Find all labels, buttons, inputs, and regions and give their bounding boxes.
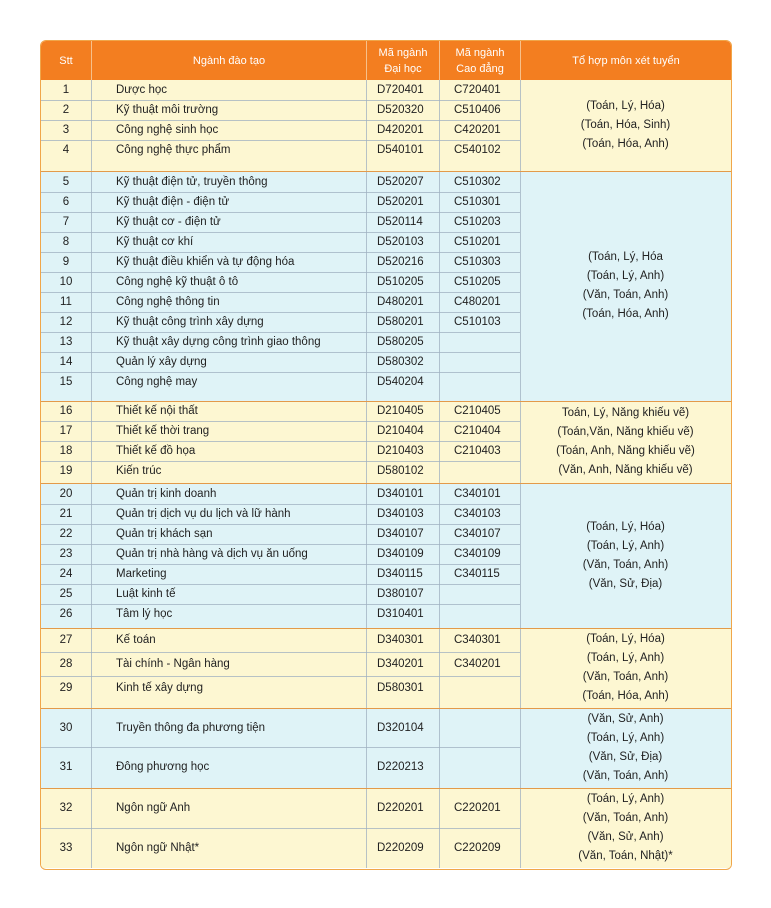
subject-combo: (Toán, Anh, Năng khiếu vẽ) (556, 445, 695, 457)
subject-combo: (Toán, Lý, Hóa) (586, 633, 665, 645)
table-row (41, 212, 520, 232)
cell-code-college: C340109 (454, 548, 501, 560)
cell-code-college: C210405 (454, 405, 501, 417)
table-row (41, 332, 520, 352)
cell-code-college: C510303 (454, 256, 501, 268)
subject-combos (520, 788, 731, 868)
admissions-table (40, 40, 732, 870)
subject-combo: (Văn, Toán, Anh) (582, 812, 669, 824)
cell-code-university: D520207 (377, 175, 424, 188)
cell-stt: 18 (59, 445, 73, 457)
table-row (41, 140, 520, 160)
header-code-university (367, 41, 439, 80)
cell-code-university: D340301 (377, 634, 424, 646)
table-row (41, 461, 520, 481)
cell-stt: 32 (59, 802, 73, 814)
cell-code-university: D220213 (377, 761, 424, 773)
cell-stt: 9 (62, 256, 70, 268)
table-row (41, 584, 520, 604)
table-row (41, 564, 520, 584)
row-group (41, 171, 731, 401)
header-code-university-line1: Mã ngành (378, 46, 428, 59)
table-row (41, 352, 520, 372)
cell-stt: 8 (62, 236, 70, 248)
cell-major: Kỹ thuật xây dựng công trình giao thông (116, 336, 321, 348)
cell-stt: 21 (59, 508, 73, 520)
table-row (41, 676, 520, 700)
cell-major: Tài chính - Ngân hàng (116, 658, 230, 670)
table-row (41, 747, 520, 787)
cell-major: Quản trị dịch vụ du lịch và lữ hành (116, 508, 291, 520)
cell-major: Luật kinh tế (116, 588, 176, 600)
cell-code-university: D520320 (377, 104, 424, 116)
table-row (41, 401, 520, 421)
cell-code-college: C210404 (454, 425, 501, 437)
header-subject-combos: Tổ hợp môn xét tuyển (572, 54, 680, 67)
subject-combo: (Văn, Anh, Năng khiếu vẽ) (558, 464, 693, 476)
row-group (41, 788, 731, 868)
subject-combo: (Văn, Toán, Anh) (582, 770, 669, 782)
table-row (41, 652, 520, 676)
table-row (41, 604, 520, 624)
cell-major: Công nghệ thực phẩm (116, 144, 231, 156)
table-row (41, 192, 520, 212)
cell-code-university: D340109 (377, 548, 424, 560)
subject-combo: (Toán, Lý, Hóa (588, 251, 663, 263)
cell-code-university: D580301 (377, 682, 424, 694)
cell-stt: 4 (62, 144, 70, 156)
cell-code-university: D510205 (377, 276, 424, 288)
cell-stt: 20 (59, 487, 73, 500)
cell-major: Kỹ thuật công trình xây dựng (116, 316, 264, 328)
cell-code-college: C510203 (454, 216, 501, 228)
cell-major: Kỹ thuật môi trường (116, 104, 219, 116)
cell-code-college (454, 372, 520, 392)
cell-code-university: D340101 (377, 487, 424, 500)
cell-code-college (454, 676, 520, 700)
cell-major: Dược học (116, 84, 168, 96)
table-row (41, 80, 520, 100)
header-stt: Stt (59, 54, 73, 67)
subject-combos (520, 483, 731, 628)
cell-code-university: D520103 (377, 236, 424, 248)
header-major: Ngành đào tạo (192, 54, 266, 67)
subject-combos (520, 708, 731, 788)
cell-code-college: C340115 (454, 568, 500, 580)
cell-major: Kỹ thuật điện tử, truyền thông (116, 175, 268, 188)
cell-code-college (454, 352, 520, 372)
cell-code-college: C210403 (454, 445, 501, 457)
table-row (41, 171, 520, 192)
table-row (41, 544, 520, 564)
cell-code-college (454, 708, 520, 747)
cell-code-university: D380107 (377, 588, 424, 600)
cell-major: Công nghệ sinh học (116, 124, 219, 136)
subject-combo: (Văn, Sử, Anh) (587, 713, 664, 725)
cell-code-university: D220209 (377, 842, 424, 854)
cell-stt: 6 (62, 196, 70, 208)
cell-major: Quản trị khách sạn (116, 528, 213, 540)
table-row (41, 708, 520, 747)
cell-stt: 1 (62, 84, 70, 96)
cell-code-college: C340301 (454, 634, 501, 646)
subject-combo: (Toán, Hóa, Anh) (582, 138, 669, 150)
cell-code-university: D580302 (377, 356, 424, 368)
subject-combo: (Văn, Sử, Địa) (588, 577, 663, 590)
cell-code-university: D320104 (377, 721, 424, 734)
cell-major: Kinh tế xây dựng (116, 682, 203, 694)
row-group (41, 80, 731, 171)
subject-combo: (Toán, Lý, Anh) (586, 793, 665, 805)
cell-major: Đông phương học (116, 761, 210, 773)
subject-combo: (Toán, Lý, Hóa) (586, 520, 665, 533)
cell-stt: 10 (59, 276, 73, 288)
cell-stt: 28 (59, 658, 73, 670)
cell-stt: 22 (59, 528, 73, 540)
cell-major: Ngôn ngữ Anh (116, 802, 191, 814)
cell-code-college: C220201 (454, 802, 501, 814)
cell-code-college: C340103 (454, 508, 501, 520)
cell-major: Truyền thông đa phương tiện (116, 721, 266, 734)
cell-code-university: D520216 (377, 256, 424, 268)
subject-combo: (Toán, Lý, Anh) (586, 539, 665, 552)
cell-stt: 15 (59, 376, 73, 388)
cell-code-university: D210405 (377, 405, 424, 417)
subject-combo: (Toán, Hóa, Anh) (582, 308, 669, 320)
cell-major: Ngôn ngữ Nhật* (116, 842, 200, 854)
subject-combo: (Toán, Lý, Anh) (586, 270, 665, 282)
header-code-college (440, 41, 520, 80)
cell-code-university: D340201 (377, 658, 424, 670)
subject-combos (520, 401, 731, 483)
cell-major: Thiết kế nội thất (116, 405, 198, 417)
cell-code-university: D520114 (377, 216, 423, 228)
cell-stt: 29 (59, 682, 73, 694)
subject-combos (520, 80, 731, 171)
cell-major: Công nghệ may (116, 376, 198, 388)
cell-stt: 5 (62, 175, 70, 188)
cell-stt: 27 (59, 634, 73, 646)
table-row (41, 483, 520, 504)
cell-stt: 16 (59, 405, 73, 417)
cell-major: Thiết kế đồ họa (116, 445, 196, 457)
cell-code-university: D210404 (377, 425, 424, 437)
row-group (41, 708, 731, 788)
cell-code-college (454, 461, 520, 481)
subject-combo: (Văn, Sử, Anh) (587, 831, 664, 843)
subject-combo: (Toán, Hóa, Sinh) (580, 119, 671, 131)
cell-stt: 3 (62, 124, 70, 136)
cell-stt: 24 (59, 568, 73, 580)
cell-code-university: D580102 (377, 465, 424, 477)
cell-major: Thiết kế thời trang (116, 425, 210, 437)
cell-code-university: D340107 (377, 528, 424, 540)
cell-major: Công nghệ thông tin (116, 296, 220, 308)
cell-code-college: C340201 (454, 658, 501, 670)
cell-code-college (454, 584, 520, 604)
cell-major: Kỹ thuật cơ - điện tử (116, 216, 221, 228)
subject-combo: (Toán, Lý, Anh) (586, 652, 665, 664)
cell-stt: 31 (59, 761, 73, 773)
cell-major: Kế toán (116, 634, 156, 646)
cell-code-college: C720401 (454, 84, 501, 96)
table-row (41, 524, 520, 544)
subject-combo: (Toán, Hóa, Anh) (582, 690, 669, 702)
cell-major: Kỹ thuật cơ khí (116, 236, 194, 248)
cell-code-university: D480201 (377, 296, 424, 308)
table-row (41, 272, 520, 292)
cell-stt: 12 (59, 316, 73, 328)
table-row (41, 312, 520, 332)
table-row (41, 252, 520, 272)
cell-code-college (454, 747, 520, 787)
cell-code-university: D340103 (377, 508, 424, 520)
table-row (41, 232, 520, 252)
table-row (41, 828, 520, 868)
subject-combo: (Toán, Lý, Hóa) (586, 100, 665, 112)
table-row (41, 441, 520, 461)
cell-stt: 25 (59, 588, 73, 600)
cell-stt: 30 (59, 721, 73, 734)
subject-combo: (Toán, Lý, Anh) (586, 732, 665, 744)
cell-code-college: C510205 (454, 276, 501, 288)
cell-stt: 33 (59, 842, 73, 854)
subject-combo: (Văn, Sử, Địa) (588, 751, 663, 763)
cell-major: Marketing (116, 568, 167, 580)
subject-combo: (Văn, Toán, Anh) (582, 289, 669, 301)
table-row (41, 120, 520, 140)
cell-stt: 23 (59, 548, 73, 560)
cell-code-university: D420201 (377, 124, 424, 136)
cell-code-college (454, 604, 520, 624)
cell-code-university: D580201 (377, 316, 424, 328)
cell-major: Quản trị nhà hàng và dịch vụ ăn uống (116, 548, 308, 560)
cell-major: Kiến trúc (116, 465, 162, 477)
cell-code-university: D220201 (377, 802, 424, 814)
subject-combo: (Văn, Toán, Anh) (582, 671, 669, 683)
subject-combos (520, 171, 731, 401)
cell-code-college: C480201 (454, 296, 501, 308)
row-group (41, 628, 731, 708)
cell-major: Quản trị kinh doanh (116, 487, 217, 500)
cell-stt: 17 (59, 425, 73, 437)
subject-combos (520, 628, 731, 708)
header-code-college-line2: Cao đẳng (456, 62, 504, 75)
cell-major: Quản lý xây dựng (116, 356, 207, 368)
table-row (41, 628, 520, 652)
cell-major: Kỹ thuật điều khiển và tự động hóa (116, 256, 295, 268)
cell-code-college: C420201 (454, 124, 501, 136)
table-row (41, 788, 520, 828)
cell-code-university: D340115 (377, 568, 423, 580)
cell-code-university: D520201 (377, 196, 424, 208)
cell-major: Kỹ thuật điện - điện tử (116, 196, 230, 208)
cell-stt: 19 (59, 465, 73, 477)
cell-code-university: D310401 (377, 608, 424, 620)
row-group (41, 401, 731, 483)
cell-stt: 2 (62, 104, 70, 116)
table-header (41, 41, 731, 80)
cell-code-college: C510103 (454, 316, 501, 328)
cell-code-university: D580205 (377, 336, 424, 348)
header-code-college-line1: Mã ngành (455, 46, 505, 59)
table-row (41, 421, 520, 441)
cell-code-college: C220209 (454, 842, 501, 854)
cell-stt: 11 (60, 296, 72, 308)
table-row (41, 292, 520, 312)
cell-code-college: C340101 (454, 487, 501, 500)
subject-combo: (Văn, Toán, Anh) (582, 558, 669, 571)
subject-combo: (Văn, Toán, Nhật)* (578, 850, 673, 862)
cell-code-college: C510302 (454, 175, 501, 188)
cell-code-college: C340107 (454, 528, 501, 540)
cell-code-college: C510201 (454, 236, 501, 248)
cell-code-college: C540102 (454, 144, 501, 156)
cell-code-college: C510301 (454, 196, 501, 208)
cell-code-college: C510406 (454, 104, 501, 116)
cell-code-university: D210403 (377, 445, 424, 457)
cell-code-university: D540204 (377, 376, 424, 388)
cell-stt: 26 (59, 608, 73, 620)
header-code-university-line2: Đại học (384, 62, 422, 75)
cell-major: Công nghệ kỹ thuật ô tô (116, 276, 239, 288)
row-group (41, 483, 731, 628)
cell-major: Tâm lý học (116, 608, 173, 620)
cell-stt: 13 (59, 336, 73, 348)
cell-code-college (454, 332, 520, 352)
table-row (41, 372, 520, 392)
table-row (41, 504, 520, 524)
subject-combo: (Toán,Văn, Năng khiếu vẽ) (557, 426, 694, 438)
cell-stt: 14 (59, 356, 73, 368)
cell-code-university: D540101 (377, 144, 424, 156)
cell-code-university: D720401 (377, 84, 424, 96)
subject-combo: Toán, Lý, Năng khiếu vẽ) (561, 407, 690, 419)
table-row (41, 100, 520, 120)
cell-stt: 7 (62, 216, 70, 228)
